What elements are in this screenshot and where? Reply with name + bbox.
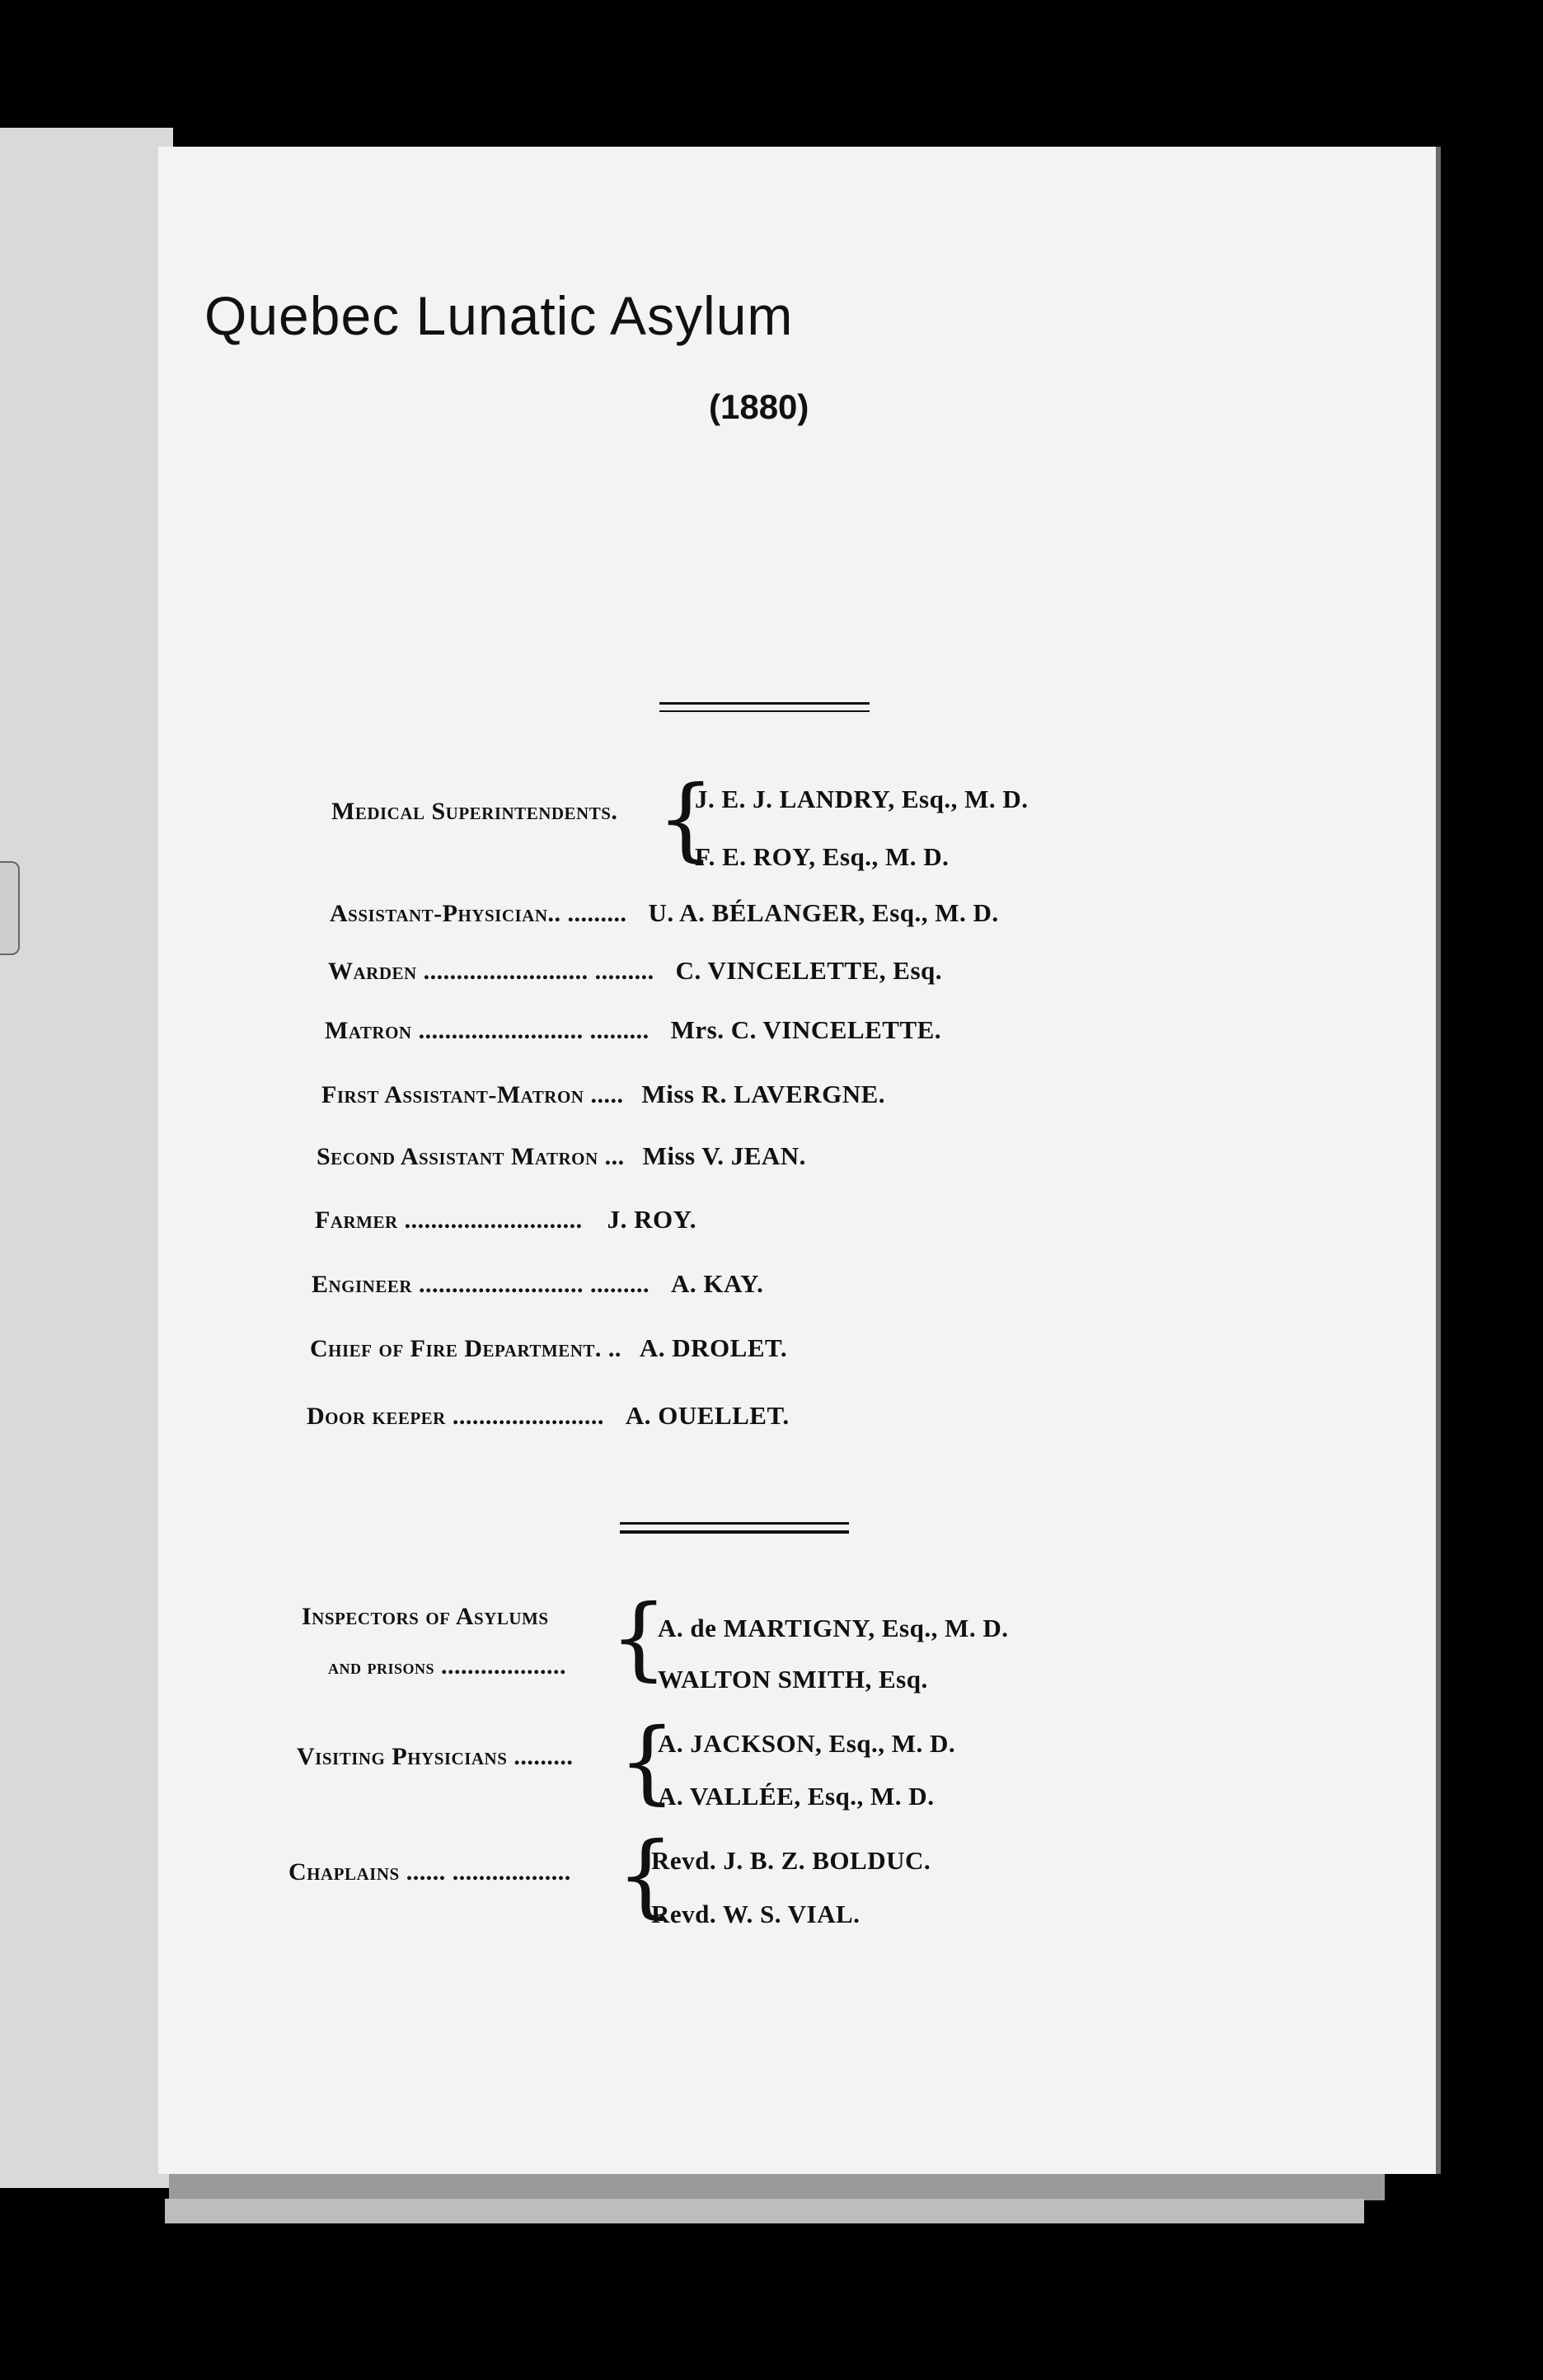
officer-row-warden xyxy=(328,956,942,986)
officer-label: Medical Superintendents. xyxy=(331,798,618,825)
dot-leader: ......................... ......... xyxy=(418,1017,650,1044)
visitor-row-chaplains xyxy=(288,1858,571,1886)
officer-label: Farmer xyxy=(315,1206,398,1234)
dot-leader: ... xyxy=(604,1143,625,1170)
divider-rule-middle xyxy=(620,1522,849,1525)
page-tab xyxy=(0,861,20,955)
visitor-label: Inspectors of Asylums xyxy=(302,1603,549,1630)
officer-row-farmer xyxy=(315,1205,696,1235)
divider-rule-top xyxy=(659,702,870,705)
officer-label: Door keeper xyxy=(307,1403,446,1430)
page-title: Quebec Lunatic Asylum xyxy=(204,285,794,346)
officer-name: A. DROLET. xyxy=(639,1333,788,1362)
dot-leader: ..... xyxy=(590,1081,624,1108)
visitor-label: and prisons xyxy=(328,1655,435,1679)
officer-row-medical-superintendents xyxy=(331,798,617,826)
visitor-name: A. de MARTIGNY, Esq., M. D. xyxy=(658,1614,1009,1642)
dot-leader: .. xyxy=(607,1335,621,1362)
officer-name: Miss R. LAVERGNE. xyxy=(641,1080,886,1108)
officer-row-chief-fire xyxy=(310,1333,787,1363)
officer-row-assistant-physician xyxy=(330,898,999,928)
officer-name: A. KAY. xyxy=(671,1269,764,1298)
visitor-name: WALTON SMITH, Esq. xyxy=(658,1665,928,1694)
officer-row-door-keeper xyxy=(307,1401,790,1431)
visitor-name: Revd. W. S. VIAL. xyxy=(651,1900,861,1928)
dot-leader: ......................... ......... xyxy=(419,1271,650,1298)
page-stack-edge-lower xyxy=(165,2199,1364,2223)
officer-name: Mrs. C. VINCELETTE. xyxy=(670,1015,942,1044)
brace-glyph: { xyxy=(618,1708,676,1814)
officer-name: J. ROY. xyxy=(607,1205,696,1234)
visitor-row-visiting-physicians xyxy=(297,1743,573,1771)
officer-row-second-assistant-matron xyxy=(317,1141,806,1171)
officer-name: F. E. ROY, Esq., M. D. xyxy=(695,842,950,871)
dot-leader: ......... xyxy=(514,1743,574,1770)
officer-label: Warden xyxy=(328,958,417,985)
officer-name: J. E. J. LANDRY, Esq., M. D. xyxy=(695,785,1029,813)
dot-leader: ....................... xyxy=(452,1403,604,1430)
dot-leader: ......... xyxy=(567,900,627,927)
brace-glyph: { xyxy=(610,1585,668,1690)
facing-page xyxy=(0,128,173,2188)
officer-label: First Assistant-Matron xyxy=(321,1081,584,1108)
officer-row-first-assistant-matron xyxy=(321,1080,885,1109)
visitor-name: A. VALLÉE, Esq., M. D. xyxy=(658,1782,935,1811)
dot-leader: ......................... ......... xyxy=(423,958,654,985)
officer-row-matron xyxy=(325,1015,941,1045)
officer-row-engineer xyxy=(312,1269,763,1299)
officer-name: Miss V. JEAN. xyxy=(642,1141,806,1170)
dot-leader: ........................... xyxy=(404,1206,583,1234)
officer-name: C. VINCELETTE, Esq. xyxy=(675,956,943,985)
officer-label: Chief of Fire Department. xyxy=(310,1335,602,1362)
officer-label: Assistant-Physician.. xyxy=(330,900,561,927)
officer-label: Second Assistant Matron xyxy=(317,1143,598,1170)
visitor-name: A. JACKSON, Esq., M. D. xyxy=(658,1729,956,1758)
dot-leader: ................... xyxy=(441,1652,567,1680)
brace-glyph: { xyxy=(617,1822,674,1928)
page-year: (1880) xyxy=(709,387,809,426)
divider-rule-middle-inner xyxy=(620,1530,849,1534)
visitor-label: Visiting Physicians xyxy=(297,1743,508,1770)
officer-label: Engineer xyxy=(312,1271,413,1298)
brace-glyph: { xyxy=(657,766,715,871)
visitor-label: Chaplains xyxy=(288,1858,400,1886)
divider-rule-top-inner xyxy=(659,710,870,712)
dot-leader: ...... .................. xyxy=(406,1858,571,1886)
officer-name: U. A. BÉLANGER, Esq., M. D. xyxy=(648,898,999,927)
officer-label: Matron xyxy=(325,1017,412,1044)
visitor-row-inspectors xyxy=(302,1603,549,1631)
officer-name: A. OUELLET. xyxy=(625,1401,790,1430)
visitor-row-inspectors-line2 xyxy=(328,1652,566,1680)
visitor-name: Revd. J. B. Z. BOLDUC. xyxy=(651,1846,931,1875)
